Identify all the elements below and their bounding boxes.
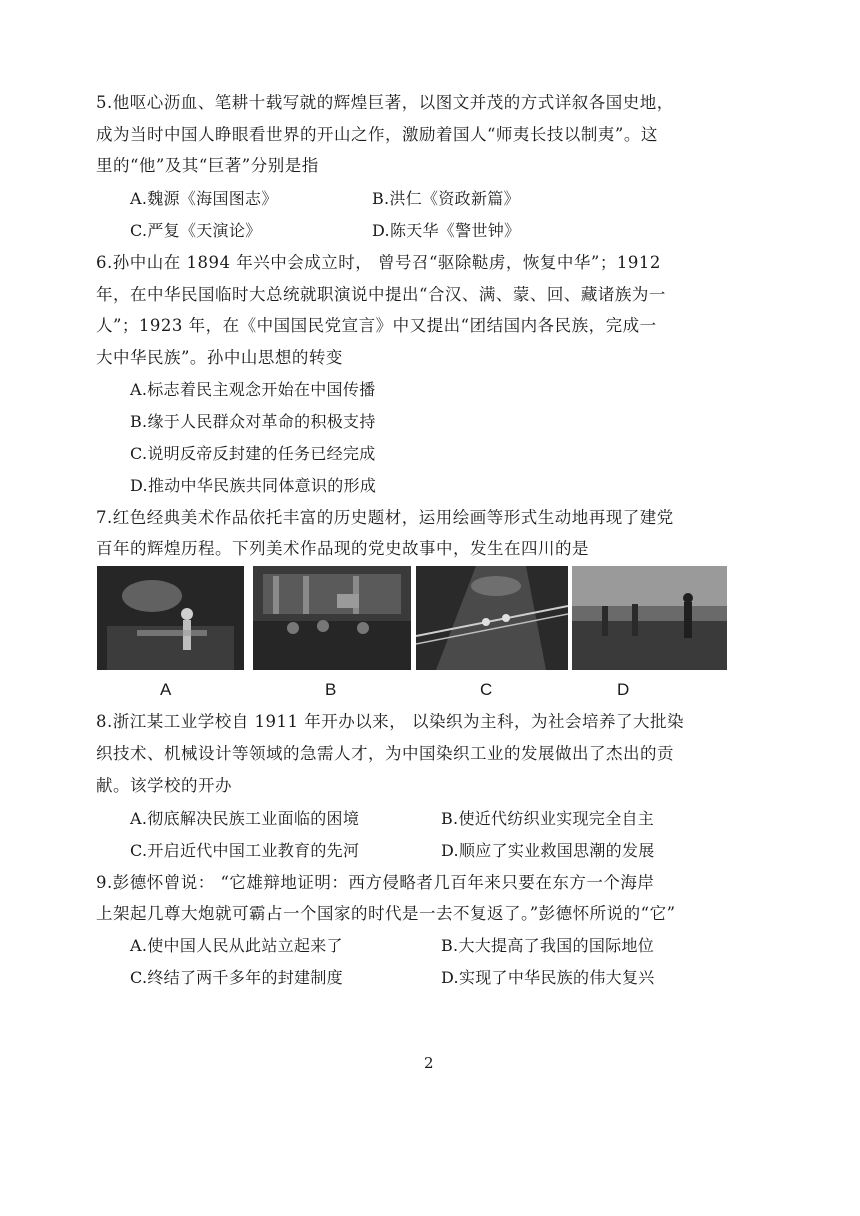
q5-option-b[interactable]: B.洪仁《资政新篇》 [372,189,520,208]
painting-c-label: C [480,680,493,699]
q8-line-1: 8.浙江某工业学校自 1911 年开办以来， 以染织为主科，为社会培养了大批染 [96,712,684,731]
painting-b-label: B [325,680,337,699]
q5-option-a[interactable]: A.魏源《海国图志》 [130,189,278,208]
q5-line-2: 成为当时中国人睁眼看世界的开山之作，激励着国人“师夷长技以制夷”。这 [96,125,658,144]
painting-d-image[interactable] [572,566,727,670]
q5-option-c[interactable]: C.严复《天演论》 [130,221,262,240]
q6-option-c[interactable]: C.说明反帝反封建的任务已经完成 [130,444,376,463]
q8-option-b[interactable]: B.使近代纺织业实现完全自主 [441,809,655,828]
q6-line-3: 人”；1923 年，在《中国国民党宣言》中又提出“团结国内各民族，完成一 [96,316,657,335]
q7-line-1: 7.红色经典美术作品依托丰富的历史题材，运用绘画等形式生动地再现了建党 [96,508,674,527]
q6-line-1: 6.孙中山在 1894 年兴中会成立时， 曾号召“驱除鞑虏，恢复中华”；1912 [96,253,661,272]
painting-a-label: A [160,680,172,699]
q5-line-3: 里的“他”及其“巨著”分别是指 [96,156,319,175]
q9-option-b[interactable]: B.大大提高了我国的国际地位 [441,936,655,955]
q9-option-a[interactable]: A.使中国人民从此站立起来了 [130,936,343,955]
q5-line-1: 5.他呕心沥血、笔耕十载写就的辉煌巨著，以图文并茂的方式详叙各国史地， [96,93,674,112]
page-number: 2 [424,1054,434,1072]
q9-line-2: 上架起几尊大炮就可霸占一个国家的时代是一去不复返了。”彭德怀所说的“它” [96,904,676,923]
q6-line-4: 大中华民族”。孙中山思想的转变 [96,348,343,367]
q6-option-a[interactable]: A.标志着民主观念开始在中国传播 [130,380,376,399]
q8-option-d[interactable]: D.顺应了实业救国思潮的发展 [441,841,655,860]
painting-b-image[interactable] [253,566,411,670]
q6-line-2: 年，在中华民国临时大总统就职演说中提出“合汉、满、蒙、回、藏诸族为一 [96,285,666,304]
q9-line-1: 9.彭德怀曾说： “它雄辩地证明：西方侵略者几百年来只要在东方一个海岸 [96,873,655,892]
q5-option-d[interactable]: D.陈天华《警世钟》 [372,221,521,240]
q9-option-c[interactable]: C.终结了两千多年的封建制度 [130,968,343,987]
q9-option-d[interactable]: D.实现了中华民族的伟大复兴 [441,968,655,987]
q6-option-d[interactable]: D.推动中华民族共同体意识的形成 [130,476,377,495]
q8-option-c[interactable]: C.开启近代中国工业教育的先河 [130,841,360,860]
q8-line-2: 织技术、机械设计等领域的急需人才，为中国染织工业的发展做出了杰出的贡 [96,744,674,763]
painting-c-image[interactable] [416,566,568,670]
painting-a-image[interactable] [97,566,244,670]
q7-line-2: 百年的辉煌历程。下列美术作品现的党史故事中，发生在四川的是 [96,539,589,558]
q8-option-a[interactable]: A.彻底解决民族工业面临的困境 [130,809,360,828]
q6-option-b[interactable]: B.缘于人民群众对革命的积极支持 [130,412,376,431]
q8-line-3: 献。该学校的开办 [96,776,232,795]
painting-d-label: D [617,680,630,699]
